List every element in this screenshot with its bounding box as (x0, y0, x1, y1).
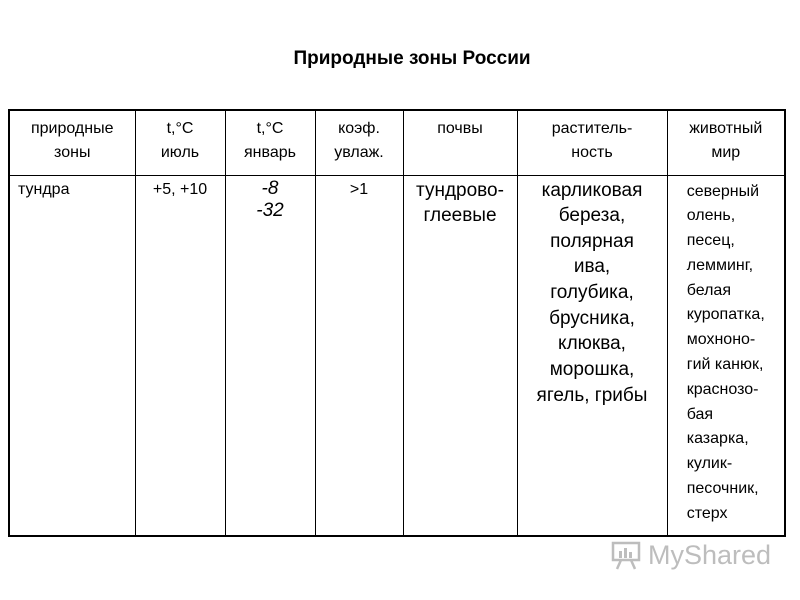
header-fauna: животный мир (667, 110, 785, 175)
presentation-board-icon (610, 540, 644, 570)
watermark (610, 540, 771, 570)
cell-fauna (667, 175, 785, 536)
header-vegetation: раститель- ность (517, 110, 667, 175)
cell-zone: тундра (9, 175, 135, 536)
header-soils: почвы (403, 110, 517, 175)
header-july: t,°С июль (135, 110, 225, 175)
table-header-row (9, 110, 785, 175)
cell-soils: тундрово- глеевые (403, 175, 517, 536)
cell-humidity: >1 (315, 175, 403, 536)
header-humidity: коэф. увлаж. (315, 110, 403, 175)
cell-vegetation: карликовая береза, полярная ива, голубика, брусника, клюква, морошка, ягель, грибы (517, 175, 667, 536)
cell-july: +5, +10 (135, 175, 225, 536)
cell-january: -8 -32 (225, 175, 315, 536)
header-zone: природные зоны (9, 110, 135, 175)
fauna-text: северный олень, песец, лемминг, белая куропатка, мохноно- гий канюк, краснозо- бая казарка, кулик- песочник, стерх (686, 182, 765, 522)
table-row (9, 175, 785, 536)
zones-table (8, 109, 786, 537)
header-january: t,°С январь (225, 110, 315, 175)
page-title: Природные зоны России (293, 48, 531, 69)
watermark-text: MyShared (648, 539, 772, 570)
